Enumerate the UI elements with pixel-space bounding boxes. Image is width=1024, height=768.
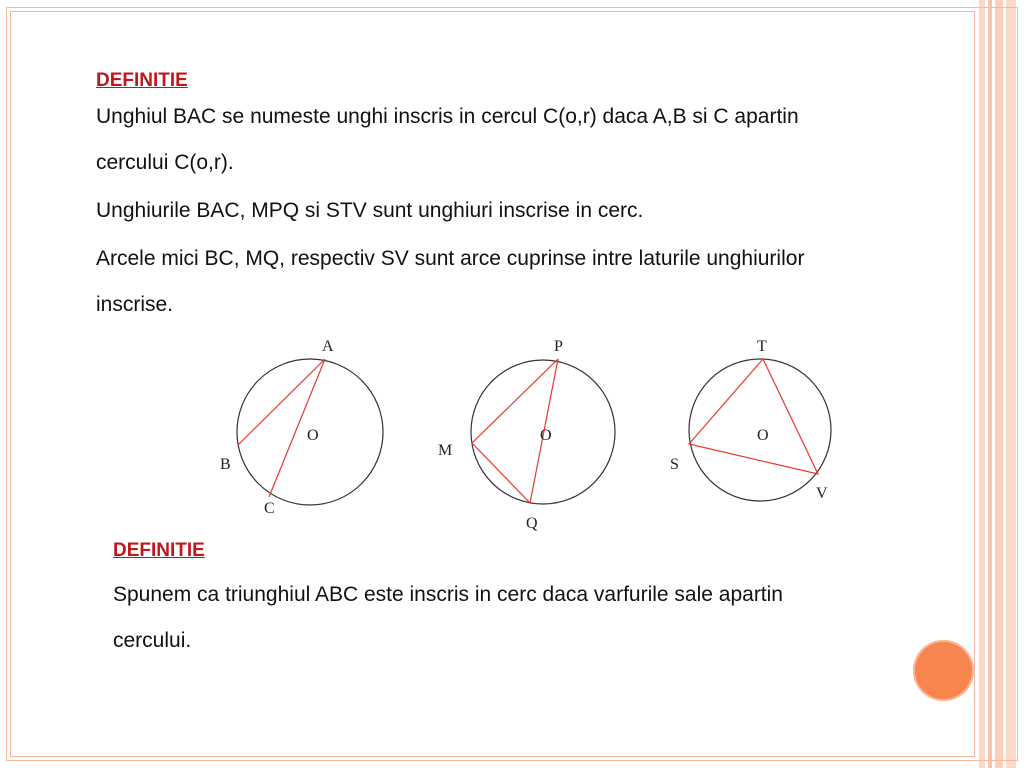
point-label-v: V: [816, 485, 828, 502]
point-label-a: A: [322, 338, 334, 355]
definition-text-line: cercului C(o,r).: [96, 151, 234, 174]
definition-text-line: Unghiul BAC se numeste unghi inscris in cercul C(o,r) daca A,B si C apartin: [96, 105, 799, 128]
point-label-m: M: [438, 442, 453, 459]
triangle-stv-lines: [689, 359, 818, 474]
point-label-s: S: [670, 456, 679, 473]
point-label-t: T: [757, 338, 767, 355]
definition-block-1: [96, 68, 966, 328]
circle-figure-bac: [220, 338, 383, 517]
center-label-o: O: [540, 427, 552, 444]
circle-figure-mpq: [438, 338, 615, 532]
definition-text-line: cercului.: [113, 629, 192, 652]
inscribed-angles-figure: [215, 332, 855, 537]
center-label-o: O: [307, 427, 319, 444]
center-label-o: O: [757, 427, 769, 444]
point-label-b: B: [220, 456, 231, 473]
definition-text-line: Spunem ca triunghiul ABC este inscris in cerc daca varfurile sale apartin: [113, 583, 783, 606]
definition-block-2: [113, 538, 943, 664]
point-label-c: C: [264, 500, 275, 517]
definition-heading: DEFINITIE: [113, 540, 205, 561]
decorative-orange-circle: [913, 640, 974, 701]
definition-text-line: Unghiurile BAC, MPQ si STV sunt unghiuri inscrise in cerc.: [96, 199, 644, 222]
definition-text-line: inscrise.: [96, 293, 174, 316]
point-label-p: P: [554, 338, 563, 355]
definition-heading: DEFINITIE: [96, 70, 188, 91]
point-label-q: Q: [526, 515, 538, 532]
circle-figure-stv: [670, 338, 831, 502]
definition-text-line: Arcele mici BC, MQ, respectiv SV sunt arce cuprinse intre laturile unghiurilor: [96, 247, 805, 270]
